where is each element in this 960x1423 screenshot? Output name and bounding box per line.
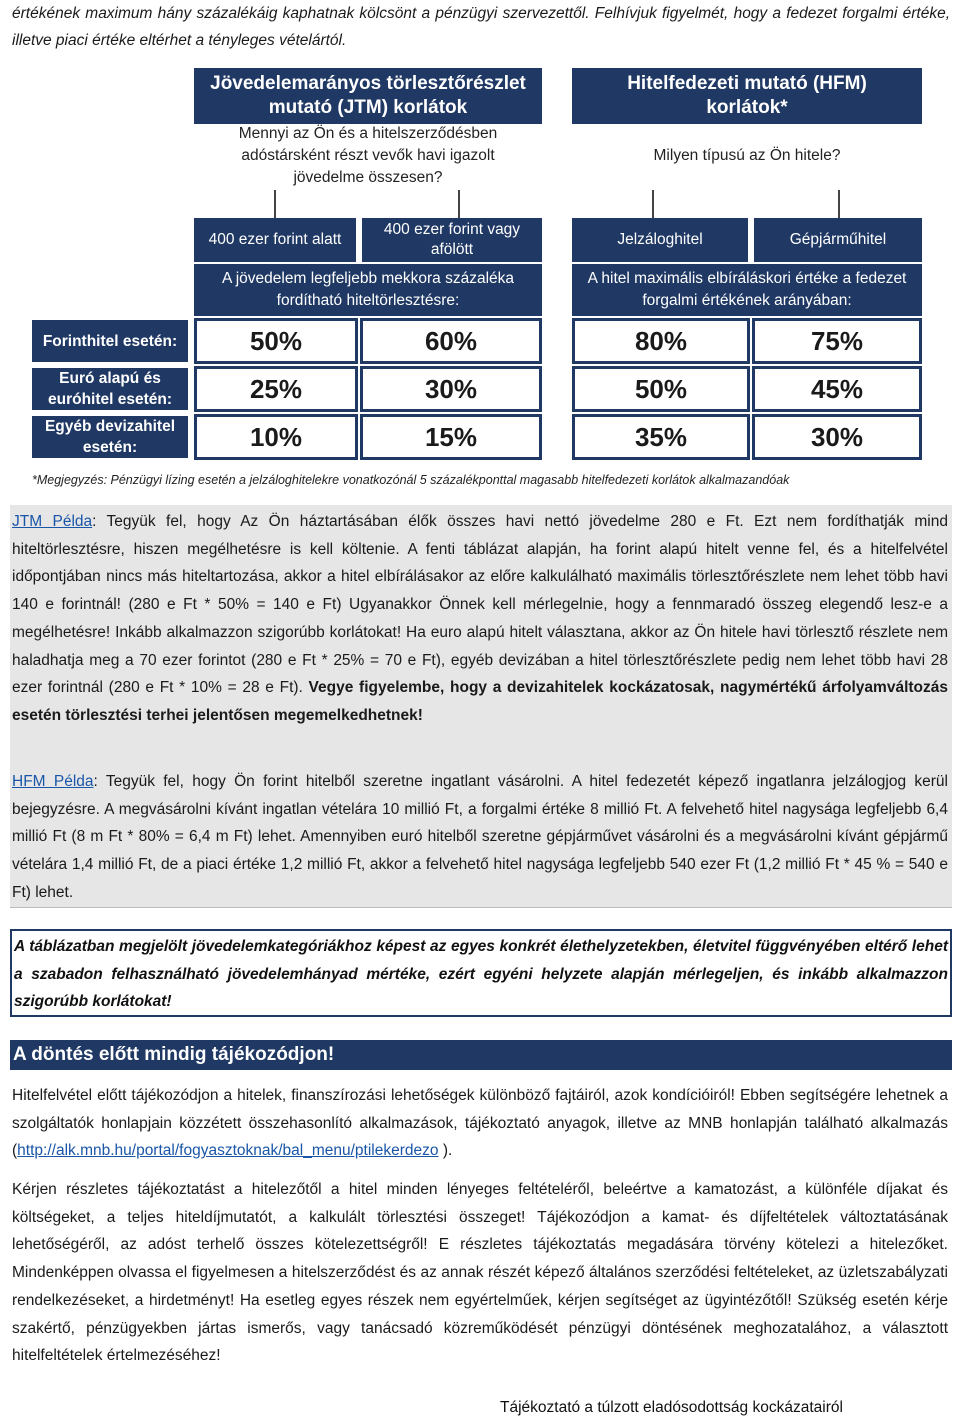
jtm-question xyxy=(194,124,542,188)
paragraph-info-text: Hitelfelvétel előtt tájékozódjon a hitelek, finanszírozási lehetőségek különböző fajtáiról, azok kondícióiról! Ebben segítségére lehetnek a szolgáltatók honlapjain közzétett összehasonlító alkalmazások, tájékoztató anyagok, illetve az MNB honlapján található alkalmazás ( xyxy=(12,1087,948,1160)
intro-text: értékének maximum hány százalékáig kaphatnak kölcsönt a pénzügyi szervezettől. Felhívjuk figyelmét, hogy a fedezet forgalmi értéke, illetve piaci értéke eltérhet a tényleges vételártól. xyxy=(12,5,950,49)
row-label-text: Forinthitel esetén: xyxy=(42,332,178,350)
value-cell xyxy=(360,414,542,460)
jtm-example-warning: Vegye figyelembe, hogy a devizahitelek kockázatosak, nagymértékű árfolyamváltozás esetén törlesztési terhei jelentősen megemelkedhetnek! xyxy=(12,679,948,724)
row-label-text: Egyéb devizahitel esetén: xyxy=(44,418,176,456)
hfm-title xyxy=(572,68,922,124)
value-text: 50% xyxy=(249,325,303,356)
value-text: 35% xyxy=(634,421,688,452)
warning-box xyxy=(10,929,952,1017)
mnb-link[interactable]: http://alk.mnb.hu/portal/fogyasztoknak/bal_menu/ptilekerdezo xyxy=(17,1142,439,1160)
value-cell xyxy=(752,414,922,460)
connector-line xyxy=(838,190,840,218)
hfm-title-text: Hitelfedezeti mutató (HFM) korlátok* xyxy=(627,73,867,118)
hfm-col1-text: Jelzáloghitel xyxy=(617,231,703,248)
hfm-subheader-text: A hitel maximális elbíráláskori értéke a fedezet forgalmi értékének arányában: xyxy=(587,270,907,309)
jtm-subheader-text: A jövedelem legfeljebb mekkora százaléka fordítható hiteltörlesztésre: xyxy=(221,270,515,309)
hfm-subheader xyxy=(572,264,922,316)
jtm-example-link[interactable]: JTM Példa xyxy=(12,513,93,530)
warning-text: A táblázatban megjelölt jövedelemkategóriákhoz képest az egyes konkrét élethelyzetekben, életvitel függvényében eltérő lehet a szabadon felhasználható jövedelemhányad mértéke, ezért egyéni helyzete alapján mérlegeljen, és inkább alkalmazzon szigorúbb korlátokat! xyxy=(14,938,948,1010)
value-text: 30% xyxy=(810,421,864,452)
value-cell xyxy=(572,366,750,412)
connector-line xyxy=(458,190,460,218)
row-label-euro xyxy=(32,368,188,410)
jtm-question-text: Mennyi az Ön és a hitelszerződésben adóstársként részt vevők havi igazolt jövedelme összesen? xyxy=(238,125,498,186)
paragraph-info xyxy=(12,1082,948,1165)
hfm-question xyxy=(572,124,922,188)
jtm-col1-text: 400 ezer forint alatt xyxy=(208,231,342,248)
value-text: 50% xyxy=(634,373,688,404)
value-text: 30% xyxy=(424,373,478,404)
hfm-example xyxy=(12,768,948,907)
value-text: 15% xyxy=(424,421,478,452)
jtm-title xyxy=(194,68,542,124)
row-label-forint xyxy=(32,320,188,362)
jtm-subheader xyxy=(194,264,542,316)
row-label-other xyxy=(32,416,188,458)
value-cell xyxy=(752,366,922,412)
hfm-example-link[interactable]: HFM Példa xyxy=(12,773,94,790)
jtm-col2-header xyxy=(362,218,542,262)
jtm-col1-header xyxy=(194,218,356,262)
jtm-title-text: Jövedelemarányos törlesztőrészlet mutató (JTM) korlátok xyxy=(210,73,526,118)
connector-line xyxy=(274,190,276,218)
jtm-col2-text: 400 ezer forint vagy afölött xyxy=(383,221,521,258)
hfm-col2-header xyxy=(754,218,922,262)
row-label-text: Euró alapú és euróhitel esetén: xyxy=(47,370,173,408)
hfm-question-text: Milyen típusú az Ön hitele? xyxy=(653,147,841,164)
jtm-example xyxy=(12,508,948,730)
hfm-example-text: : Tegyük fel, hogy Ön forint hitelből szeretne ingatlant vásárolni. A hitel fedezetét képező ingatlanra jelzálogjog kerül bejegyzésre. A megvásárolni kívánt ingatlan vételára 10 millió Ft, a forgalmi értéke 8 millió Ft. A felvehető hitel nagysága legfeljebb 6,4 millió Ft (8 m Ft * 80% = 6,4 m Ft) lehet. Amennyiben euró hitelből szeretne gépjárművet vásárolni és a megvásárolni kívánt gépjármű vételára 1,4 millió Ft, de a piaci értéke 1,2 millió Ft, akkor a felvehető hitel nagysága legfeljebb 540 ezer Ft (1,2 millió Ft * 45 % = 540 e Ft) lehet. xyxy=(12,773,948,901)
paragraph-details: Kérjen részletes tájékoztatást a hitelezőtől a hitel minden lényeges feltételéről, beleértve a kamatozást, a különféle díjakat és költségeket, a teljes hiteldíjmutatót, a kalkulált törlesztési összeget! Tájékozódjon a kamat- és díjfeltételek változtatásának lehetőségéről, az adóst terhelő összes kötelezettségről! E részletes tájékoztatás megadására törvény kötelezi a hitelezőket. Mindenképpen olvassa el figyelmesen a hitelszerződést és az annak részét képező általános szerződési feltételeket, az üzletszabályzati rendelkezéseket, a hirdetményt! Ha esetleg egyes részek nem egyértelműek, kérjen segítséget az ügyintézőtől! Szükség esetén kérje szakértő, pénzügyekben jártas ismerős, vagy tanácsadó közreműködését pénzügyi döntésének meghozatalához, a választott hitelfeltételek értelmezéséhez! xyxy=(12,1181,948,1365)
value-cell xyxy=(572,318,750,364)
jtm-example-text: : Tegyük fel, hogy Az Ön háztartásában élők összes havi nettó jövedelme 280 e Ft. Ezt nem fordíthatják mind hiteltörlesztésre, hiszen megélhetésre is kell költenie. A fenti táblázat alapján, ha forint alapú hitelt venne fel, és a hitelfelvétel időpontjában nincs más hiteltartozása, akkor a hitel elbírálásakor az előre kalkulálható maximális törlesztőrészlete nem lehet több havi 140 e forintnál! (280 e Ft * 50% = 140 e Ft) Ugyanakkor Önnek kell mérlegelnie, hogy a fennmaradó összeg elegendő lesz-e a megélhetésre! Inkább alkalmazzon szigorúbb korlátokat! Ha euro alapú hitelt választana, akkor az Ön hitele havi törlesztő részlete nem haladhatja meg a 70 ezer forintot (280 e Ft * 25% = 70 e Ft), egyéb devizában a hitel törlesztőrészlete pedig nem lehet több havi 28 ezer forintnál (280 e Ft * 10% = 28 e Ft). xyxy=(12,513,948,697)
value-cell xyxy=(360,366,542,412)
table-footnote: *Megjegyzés: Pénzügyi lízing esetén a jelzáloghitelekre vonatkozónál 5 százalékponttal magasabb hitelfedezeti korlátok alkalmazandóak xyxy=(32,473,790,487)
paragraph-info-end: ). xyxy=(438,1142,453,1160)
connector-line xyxy=(652,190,654,218)
value-text: 25% xyxy=(249,373,303,404)
value-cell xyxy=(194,318,358,364)
value-text: 45% xyxy=(810,373,864,404)
section-heading xyxy=(10,1040,952,1070)
value-text: 10% xyxy=(249,421,303,452)
value-text: 80% xyxy=(634,325,688,356)
value-text: 60% xyxy=(424,325,478,356)
value-text: 75% xyxy=(810,325,864,356)
page-footer: Tájékoztató a túlzott eladósodottság kockázatairól xyxy=(500,1399,843,1416)
value-cell xyxy=(752,318,922,364)
hfm-col1-header xyxy=(572,218,748,262)
value-cell xyxy=(572,414,750,460)
hfm-col2-text: Gépjárműhitel xyxy=(789,231,887,248)
value-cell xyxy=(194,366,358,412)
value-cell xyxy=(360,318,542,364)
value-cell xyxy=(194,414,358,460)
section-heading-text: A döntés előtt mindig tájékozódjon! xyxy=(13,1044,335,1065)
